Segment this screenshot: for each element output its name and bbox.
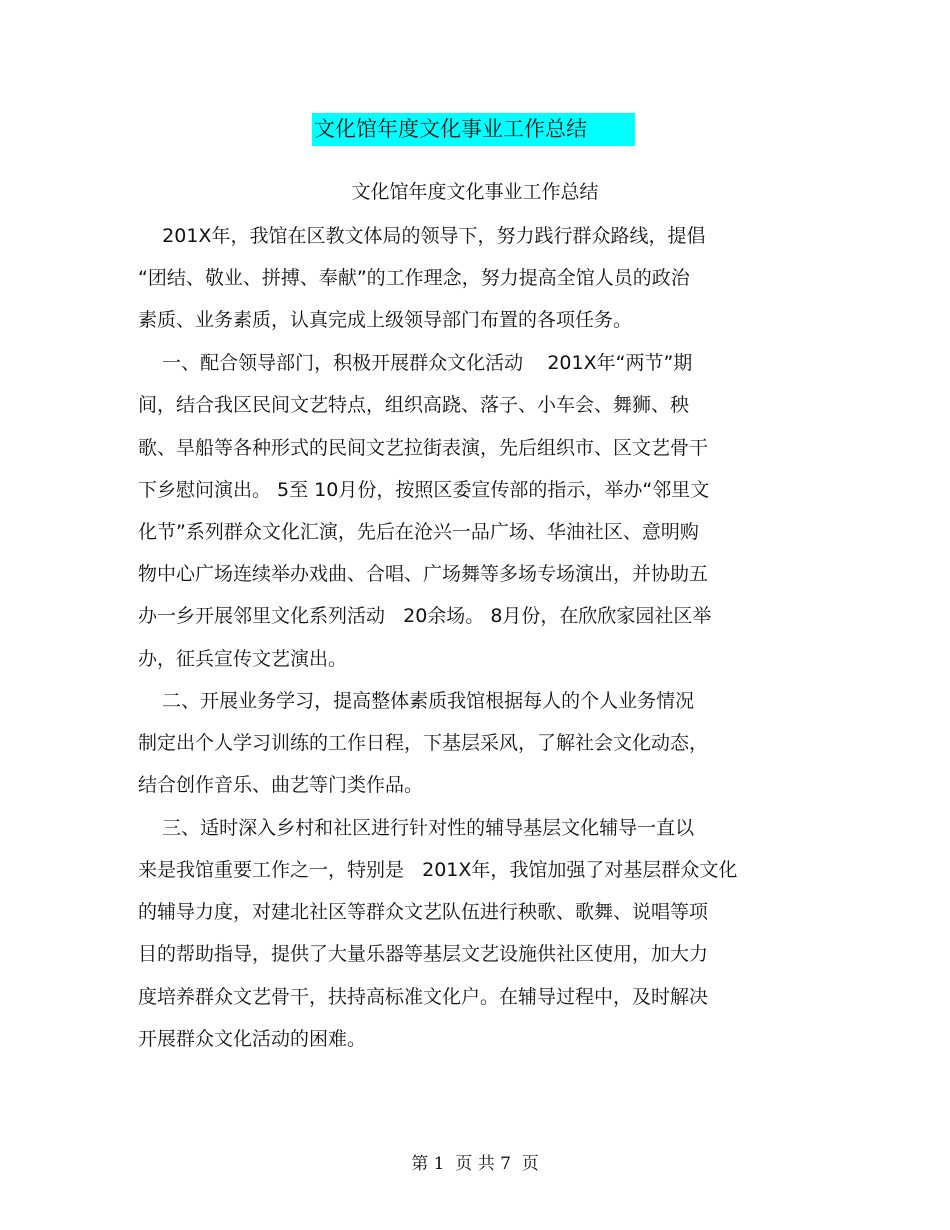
body-line: 度培养群众文艺骨干，扶持高标准文化户。在辅导过程中，及时解决 — [138, 986, 709, 1008]
body-line: 目的帮助指导，提供了大量乐器等基层文艺设施供社区使用，加大力 — [138, 943, 709, 965]
page-number-footer: 第 1 页 共 7 页 — [411, 1154, 539, 1174]
body-line: 开展群众文化活动的困难。 — [138, 1028, 367, 1050]
body-line: 素质、业务素质，认真完成上级领导部门布置的各项任务。 — [138, 309, 633, 331]
body-line: 办一乡开展邻里文化系列活动 20余场。 8月份，在欣欣家园社区举 — [138, 605, 712, 627]
highlighted-title: 文化馆年度文化事业工作总结 — [312, 113, 635, 146]
body-line: “团结、敬业、拼搏、奉献”的工作理念，努力提高全馆人员的政治 — [138, 267, 690, 289]
body-line: 的辅导力度，对建北社区等群众文艺队伍进行秧歌、歌舞、说唱等项 — [138, 901, 709, 923]
body-line: 办，征兵宣传文艺演出。 — [138, 648, 348, 670]
body-line: 制定出个人学习训练的工作日程，下基层采风，了解社会文化动态， — [138, 732, 709, 754]
document-subtitle: 文化馆年度文化事业工作总结 — [351, 181, 599, 203]
body-line: 二、开展业务学习，提高整体素质我馆根据每人的个人业务情况 — [138, 690, 695, 712]
body-line: 三、适时深入乡村和社区进行针对性的辅导基层文化辅导一直以 — [138, 817, 695, 839]
body-line: 结合创作音乐、曲艺等门类作品。 — [138, 774, 424, 796]
body-line: 一、配合领导部门，积极开展群众文化活动 201X年“两节”期 — [138, 352, 693, 374]
body-line: 来是我馆重要工作之一，特别是 201X年，我馆加强了对基层群众文化 — [138, 859, 738, 881]
body-line: 下乡慰问演出。 5至 10月份，按照区委宣传部的指示，举办“邻里文 — [138, 479, 710, 501]
body-line: 歌、旱船等各种形式的民间文艺拉街表演，先后组织市、区文艺骨干 — [138, 437, 709, 459]
body-line: 化节”系列群众文化汇演，先后在沧兴一品广场、华油社区、意明购 — [138, 521, 699, 543]
body-line: 物中心广场连续举办戏曲、合唱、广场舞等多场专场演出，并协助五 — [138, 563, 709, 585]
body-line: 间，结合我区民间文艺特点，组织高跷、落子、小车会、舞狮、秧 — [138, 394, 690, 416]
body-line: 201X年，我馆在区教文体局的领导下，努力践行群众路线，提倡 — [138, 225, 706, 247]
